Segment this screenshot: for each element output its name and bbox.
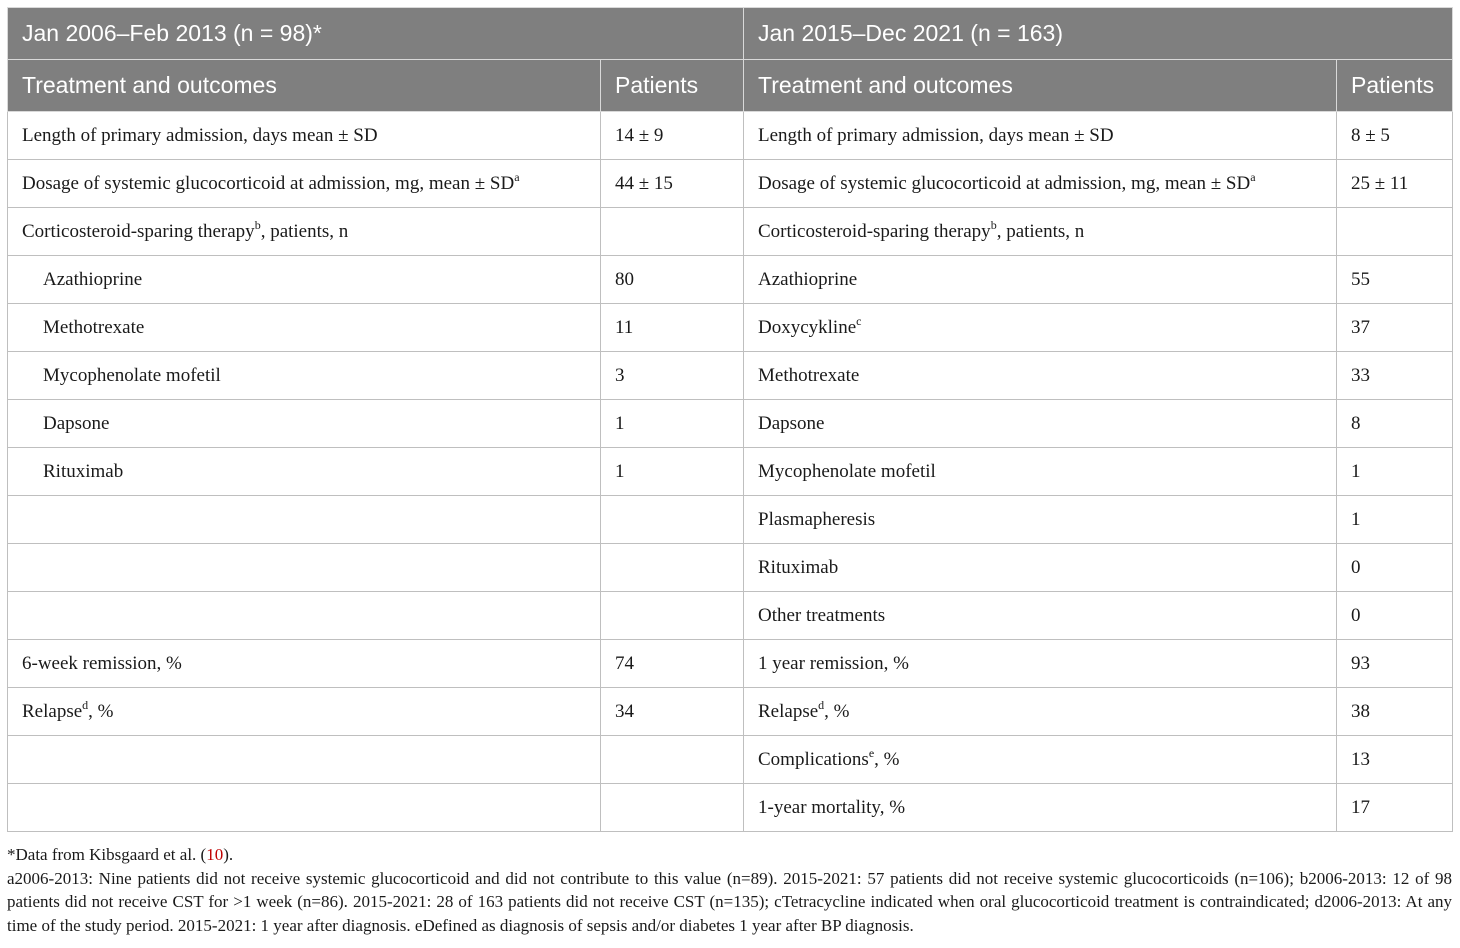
left-patients-cell: 1 (601, 448, 744, 496)
treatment-label: Doxycykline (758, 316, 857, 338)
right-treatment-cell (744, 160, 1337, 208)
right-treatment-cell (744, 112, 1337, 160)
left-treatment-cell (8, 496, 601, 544)
table-row (8, 784, 1453, 832)
treatment-label: Dosage of systemic glucocorticoid at admission, mg, mean ± SD (758, 172, 1251, 194)
treatment-label-suffix: , % (88, 700, 114, 722)
right-treatment-cell (744, 448, 1337, 496)
treatment-label: Relapse (22, 700, 83, 722)
table-row (8, 208, 1453, 256)
left-treatment-cell (8, 256, 601, 304)
table-row (8, 352, 1453, 400)
left-treatment-cell (8, 592, 601, 640)
treatment-label: Relapse (758, 700, 819, 722)
period-right-header: Jan 2015–Dec 2021 (n = 163) (744, 8, 1453, 60)
left-patients-cell (601, 736, 744, 784)
treatment-label: Methotrexate (43, 316, 145, 338)
footnote-marker: e (868, 745, 875, 760)
left-patients-cell: 74 (601, 640, 744, 688)
footnote-marker: a (514, 169, 520, 184)
right-treatment-cell (744, 640, 1337, 688)
right-patients-cell: 25 ± 11 (1337, 160, 1453, 208)
footnote-marker: b (254, 217, 261, 232)
right-treatment-cell (744, 256, 1337, 304)
left-treatment-cell (8, 304, 601, 352)
left-patients-cell: 14 ± 9 (601, 112, 744, 160)
left-treatment-cell (8, 544, 601, 592)
right-patients-cell: 17 (1337, 784, 1453, 832)
reference-link[interactable]: 10 (206, 845, 224, 864)
left-treatment-cell (8, 784, 601, 832)
treatment-label: Rituximab (758, 556, 839, 578)
table-row (8, 304, 1453, 352)
table-row (8, 688, 1453, 736)
treatment-outcomes-table (7, 7, 1453, 832)
right-patients-cell: 1 (1337, 448, 1453, 496)
treatment-label: Mycophenolate mofetil (758, 460, 936, 482)
treatment-label: Complications (758, 748, 869, 770)
treatment-label-suffix: , % (824, 700, 850, 722)
left-treatment-cell (8, 160, 601, 208)
left-treatment-cell (8, 448, 601, 496)
left-treatment-header: Treatment and outcomes (8, 60, 601, 112)
treatment-label: Dapsone (758, 412, 825, 434)
footnote-marker: c (856, 313, 862, 328)
treatment-label: 1 year remission, % (758, 652, 909, 674)
right-patients-cell: 8 (1337, 400, 1453, 448)
right-patients-cell: 37 (1337, 304, 1453, 352)
left-patients-cell: 80 (601, 256, 744, 304)
treatment-label: Plasmapheresis (758, 508, 876, 530)
right-treatment-cell (744, 784, 1337, 832)
column-header-row (8, 60, 1453, 112)
treatment-label: Corticosteroid-sparing therapy (22, 220, 255, 242)
table-row (8, 160, 1453, 208)
right-treatment-header: Treatment and outcomes (744, 60, 1337, 112)
right-treatment-cell (744, 304, 1337, 352)
source-note-text: *Data from Kibsgaard et al. ( (7, 845, 207, 864)
right-patients-cell: 8 ± 5 (1337, 112, 1453, 160)
right-treatment-cell (744, 400, 1337, 448)
left-treatment-cell (8, 640, 601, 688)
right-treatment-cell (744, 352, 1337, 400)
left-patients-cell (601, 496, 744, 544)
table-row (8, 448, 1453, 496)
table-row (8, 592, 1453, 640)
right-treatment-cell (744, 496, 1337, 544)
treatment-label: Dapsone (43, 412, 110, 434)
left-treatment-cell (8, 400, 601, 448)
table-row (8, 256, 1453, 304)
right-patients-cell: 93 (1337, 640, 1453, 688)
left-patients-cell (601, 208, 744, 256)
table-row (8, 544, 1453, 592)
table-footnotes (7, 843, 1452, 937)
period-header-row (8, 8, 1453, 60)
right-treatment-cell (744, 208, 1337, 256)
right-patients-cell: 1 (1337, 496, 1453, 544)
left-patients-cell: 44 ± 15 (601, 160, 744, 208)
treatment-label-suffix: , % (874, 748, 900, 770)
treatment-label: Other treatments (758, 604, 886, 626)
treatment-label: 1-year mortality, % (758, 796, 906, 818)
left-patients-cell (601, 784, 744, 832)
treatment-label: Length of primary admission, days mean ± SD (22, 124, 378, 146)
left-patients-cell (601, 544, 744, 592)
footnote-marker: a (1250, 169, 1256, 184)
treatment-label: 6-week remission, % (22, 652, 182, 674)
left-patients-cell: 1 (601, 400, 744, 448)
treatment-label: Corticosteroid-sparing therapy (758, 220, 991, 242)
right-treatment-cell (744, 544, 1337, 592)
treatment-label: Rituximab (43, 460, 124, 482)
footnote-marker: d (818, 697, 825, 712)
left-treatment-cell (8, 736, 601, 784)
right-patients-cell: 0 (1337, 544, 1453, 592)
treatment-label: Dosage of systemic glucocorticoid at admission, mg, mean ± SD (22, 172, 515, 194)
left-treatment-cell (8, 112, 601, 160)
right-patients-cell: 13 (1337, 736, 1453, 784)
footnote-marker: d (82, 697, 89, 712)
treatment-label: Length of primary admission, days mean ± SD (758, 124, 1114, 146)
left-patients-cell: 3 (601, 352, 744, 400)
right-patients-cell (1337, 208, 1453, 256)
table-row (8, 640, 1453, 688)
treatment-label: Methotrexate (758, 364, 860, 386)
abbreviation-notes: a2006-2013: Nine patients did not receive systemic glucocorticoid and did not contribute to this value (n=89). 2015-2021: 57 patients did not receive systemic glucocorticoids (n=106); b2006-2013: 12 of 98 patients did not receive CST for >1 week (n=86). 2015-2021: 28 of 163 patients did not receive CST (n=135); cTetracycline indicated when oral glucocorticoid treatment is contraindicated; d2006-2013: At any time of the study period. 2015-2021: 1 year after diagnosis. eDefined as diagnosis of sepsis and/or diabetes 1 year after BP diagnosis. (7, 868, 1452, 935)
treatment-label-suffix: , patients, n (996, 220, 1085, 242)
treatment-label-suffix: , patients, n (260, 220, 349, 242)
left-patients-cell: 34 (601, 688, 744, 736)
right-treatment-cell (744, 736, 1337, 784)
treatment-label: Azathioprine (758, 268, 858, 290)
right-patients-header: Patients (1337, 60, 1453, 112)
source-note-end: ). (223, 845, 234, 864)
right-treatment-cell (744, 592, 1337, 640)
right-patients-cell: 55 (1337, 256, 1453, 304)
source-note (7, 843, 1452, 867)
left-treatment-cell (8, 688, 601, 736)
left-treatment-cell (8, 208, 601, 256)
right-patients-cell: 38 (1337, 688, 1453, 736)
period-left-header: Jan 2006–Feb 2013 (n = 98)* (8, 8, 744, 60)
right-patients-cell: 33 (1337, 352, 1453, 400)
left-patients-header: Patients (601, 60, 744, 112)
treatment-label: Azathioprine (43, 268, 143, 290)
left-patients-cell: 11 (601, 304, 744, 352)
table-row (8, 400, 1453, 448)
table-row (8, 112, 1453, 160)
footnote-marker: b (990, 217, 997, 232)
left-patients-cell (601, 592, 744, 640)
right-patients-cell: 0 (1337, 592, 1453, 640)
table-row (8, 496, 1453, 544)
treatment-label: Mycophenolate mofetil (43, 364, 221, 386)
table-row (8, 736, 1453, 784)
left-treatment-cell (8, 352, 601, 400)
right-treatment-cell (744, 688, 1337, 736)
